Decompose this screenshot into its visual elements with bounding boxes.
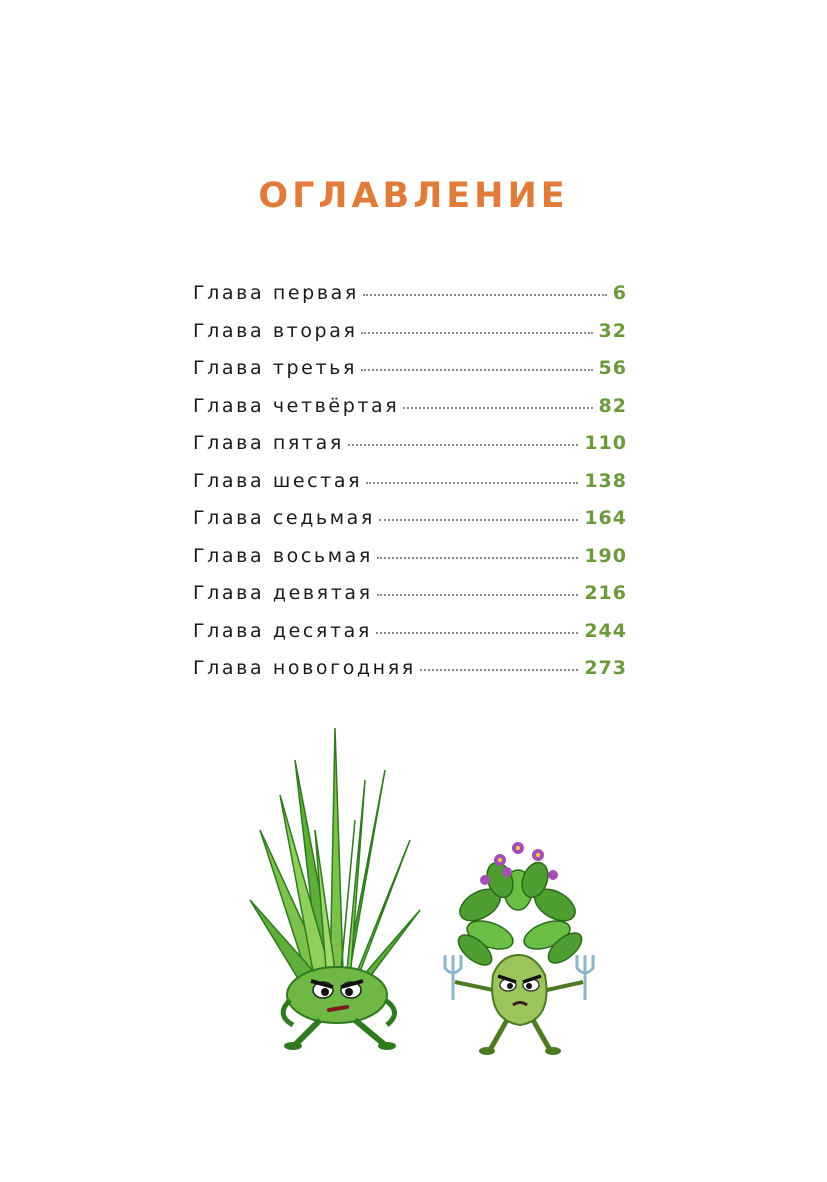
toc-entry[interactable] (193, 545, 627, 583)
toc-entry-page: 138 (584, 469, 627, 492)
toc-entry-page: 164 (584, 507, 627, 529)
page-title: ОГЛАВЛЕНИЕ (258, 176, 569, 216)
toc-leader-dots (361, 332, 592, 334)
toc-entry-label: Глава четвёртая (193, 394, 400, 417)
toc-leader-dots (420, 669, 579, 671)
toc-entry-page: 190 (584, 544, 627, 567)
toc-leader-dots (377, 557, 578, 559)
toc-leader-dots (348, 444, 578, 446)
toc-entry[interactable] (193, 320, 627, 358)
toc-leader-dots (403, 407, 592, 409)
toc-entry[interactable] (193, 395, 627, 433)
toc-entry-page: 6 (612, 282, 627, 304)
toc-entry[interactable] (193, 357, 627, 395)
toc-entry-page: 110 (584, 432, 627, 454)
toc-entry[interactable] (193, 282, 627, 320)
toc-entry-label: Глава шестая (193, 469, 363, 492)
toc-entry-page: 216 (584, 582, 627, 604)
toc-entry-page: 82 (598, 394, 627, 417)
toc-entry-label: Глава седьмая (193, 507, 375, 529)
toc-entry-label: Глава восьмая (193, 544, 373, 567)
toc-leader-dots (379, 519, 578, 521)
toc-entry[interactable] (193, 582, 627, 620)
toc-leader-dots (376, 632, 578, 634)
toc-entry-page: 32 (598, 319, 627, 342)
toc-entry[interactable] (193, 470, 627, 508)
toc-leader-dots (377, 594, 579, 596)
toc-entry[interactable] (193, 657, 627, 695)
toc-entry-label: Глава вторая (193, 319, 358, 342)
toc-entry[interactable] (193, 507, 627, 545)
plant-characters-illustration (235, 720, 605, 1065)
toc-entry-label: Глава десятая (193, 619, 372, 642)
flower-plant-character-icon (445, 842, 593, 1055)
toc-entry-label: Глава первая (193, 282, 359, 304)
toc-entry-label: Глава третья (193, 357, 357, 379)
table-of-contents (193, 282, 627, 695)
toc-entry-label: Глава новогодняя (193, 657, 416, 679)
toc-entry-page: 244 (584, 619, 627, 642)
toc-entry-label: Глава девятая (193, 582, 373, 604)
toc-entry-page: 56 (598, 357, 627, 379)
toc-entry[interactable] (193, 432, 627, 470)
toc-entry[interactable] (193, 620, 627, 658)
toc-leader-dots (363, 294, 607, 296)
toc-leader-dots (361, 369, 593, 371)
spiky-plant-character-icon (250, 728, 420, 1050)
toc-entry-label: Глава пятая (193, 432, 344, 454)
toc-entry-page: 273 (584, 657, 627, 679)
toc-leader-dots (366, 482, 578, 484)
